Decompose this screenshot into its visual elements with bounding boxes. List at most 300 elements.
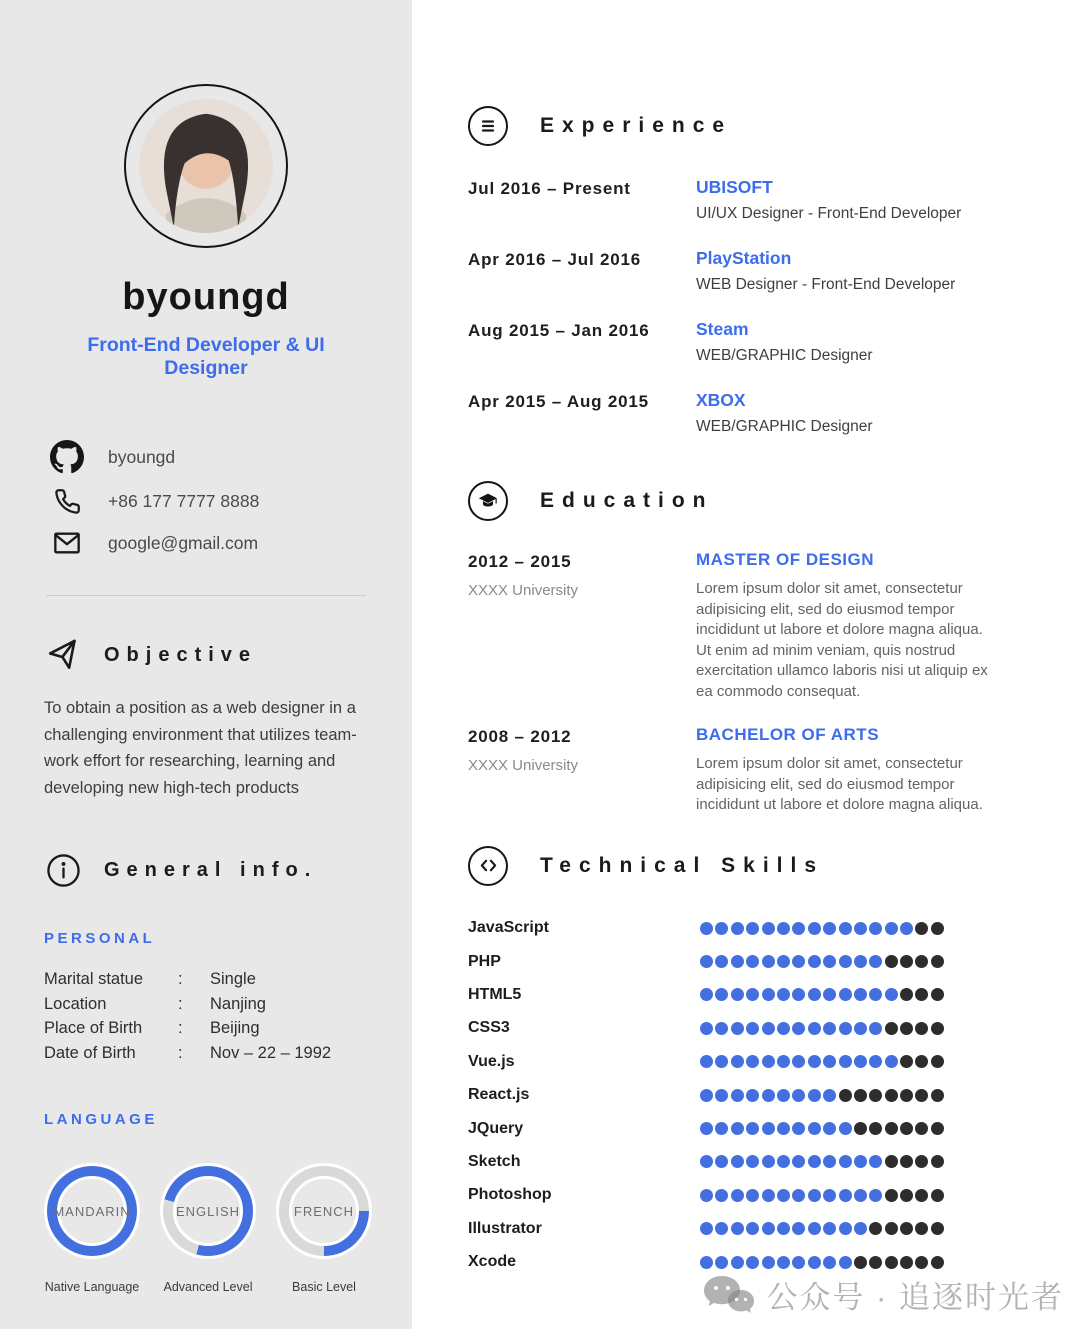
avatar-placeholder-image <box>139 99 273 233</box>
skill-dot <box>792 955 805 968</box>
info-row <box>44 1016 368 1041</box>
skill-dot <box>762 1055 775 1068</box>
skill-dot <box>885 1256 898 1269</box>
skill-dots <box>700 1055 944 1068</box>
skill-dot <box>869 1022 882 1035</box>
skill-dot <box>762 1022 775 1035</box>
skill-dot <box>762 1222 775 1235</box>
skill-dot <box>854 1122 867 1135</box>
skill-dot <box>715 1022 728 1035</box>
skill-dot <box>854 1089 867 1102</box>
skill-dot <box>808 1189 821 1202</box>
skill-dots <box>700 922 944 935</box>
skill-dot <box>900 1256 913 1269</box>
skill-dot <box>700 1022 713 1035</box>
skill-dot <box>808 1122 821 1135</box>
skill-dot <box>715 1122 728 1135</box>
education-heading-text: Education <box>540 489 714 512</box>
skill-dot <box>839 1189 852 1202</box>
profile-photo-frame <box>124 84 288 248</box>
skill-dot <box>731 1256 744 1269</box>
contact-block <box>44 440 368 557</box>
experience-item <box>468 318 1040 366</box>
objective-heading-text: Objective <box>104 644 258 666</box>
skill-dot <box>839 1022 852 1035</box>
skill-dot <box>839 1222 852 1235</box>
skill-dots <box>700 1022 944 1035</box>
education-description: Lorem ipsum dolor sit amet, consectetur adipisicing elit, sed do eiusmod tempor incididunt ut labore et dolore magna aliqua. Ut enim ad minim veniam, quis nostrud exercitation ullamco laboris nisi ut aliquip ex ea commodo consequat. <box>696 580 988 700</box>
skill-name: Vue.js <box>468 1052 515 1070</box>
skill-name: JQuery <box>468 1119 524 1137</box>
skill-dot <box>777 1155 790 1168</box>
experience-role: UI/UX Designer - Front-End Developer <box>696 205 962 222</box>
language-level-label: Basic Level <box>292 1280 356 1294</box>
skill-dot <box>915 1122 928 1135</box>
skill-dot <box>731 1155 744 1168</box>
skill-dot <box>869 1055 882 1068</box>
skill-dot <box>792 1256 805 1269</box>
info-separator: : <box>178 1043 183 1062</box>
skill-name: Illustrator <box>468 1219 542 1237</box>
skill-dot <box>885 955 898 968</box>
github-icon <box>48 440 86 474</box>
skill-dot <box>931 1222 944 1235</box>
skill-dot <box>900 1055 913 1068</box>
experience-heading-text: Experience <box>540 114 733 137</box>
skill-dot <box>792 1089 805 1102</box>
skill-dot <box>869 955 882 968</box>
skill-dot <box>715 1256 728 1269</box>
skill-dot <box>931 1022 944 1035</box>
experience-period: Aug 2015 – Jan 2016 <box>468 321 650 340</box>
skill-dot <box>700 1256 713 1269</box>
main-column <box>412 0 1080 1279</box>
language-progress-ring <box>279 1166 369 1256</box>
skill-dot <box>869 1222 882 1235</box>
skill-dot <box>885 1089 898 1102</box>
watermark-text: 公众号 · 追逐时光者 <box>766 1280 1064 1315</box>
skill-dots <box>700 988 944 1001</box>
language-rings <box>34 1166 382 1294</box>
skill-dot <box>915 1222 928 1235</box>
email-address: google@gmail.com <box>108 532 259 553</box>
skill-dot <box>792 1155 805 1168</box>
language-ring-column <box>34 1166 150 1294</box>
skill-dot <box>823 1055 836 1068</box>
skill-dot <box>792 1055 805 1068</box>
skill-dot <box>869 1155 882 1168</box>
skill-dot <box>777 1089 790 1102</box>
skill-dot <box>792 1122 805 1135</box>
info-row <box>44 967 368 992</box>
experience-detail <box>696 318 873 366</box>
skill-row <box>468 1145 1040 1178</box>
skill-dot <box>915 988 928 1001</box>
skill-dot <box>700 1055 713 1068</box>
skill-dot <box>762 1256 775 1269</box>
skill-dot <box>715 1155 728 1168</box>
skill-dot <box>854 1222 867 1235</box>
contact-github-row <box>48 440 368 474</box>
skill-name: CSS3 <box>468 1019 510 1037</box>
skill-dot <box>731 1089 744 1102</box>
skill-dot <box>746 1222 759 1235</box>
skill-dot <box>746 1189 759 1202</box>
skill-dot <box>746 1256 759 1269</box>
watermark <box>702 1272 1064 1317</box>
contact-phone-row <box>48 488 368 515</box>
info-label: Place of Birth <box>44 1019 143 1037</box>
skill-name: Sketch <box>468 1152 521 1170</box>
skill-dot <box>808 1055 821 1068</box>
info-value: Nov – 22 – 1992 <box>210 1043 332 1062</box>
education-school: XXXX University <box>468 582 579 599</box>
experience-company: PlayStation <box>696 248 792 268</box>
skill-dots <box>700 1122 944 1135</box>
skill-dot <box>792 1222 805 1235</box>
skill-dot <box>808 988 821 1001</box>
skill-dot <box>715 955 728 968</box>
skill-dots <box>700 955 944 968</box>
objective-heading <box>44 640 368 671</box>
skill-name: HTML5 <box>468 985 522 1003</box>
skill-dot <box>746 1022 759 1035</box>
skill-dot <box>792 1022 805 1035</box>
education-section <box>468 481 1040 816</box>
skill-dot <box>792 988 805 1001</box>
skill-dot <box>854 1155 867 1168</box>
skill-dot <box>931 988 944 1001</box>
skill-dot <box>777 955 790 968</box>
skill-dot <box>700 1122 713 1135</box>
skill-dot <box>839 1055 852 1068</box>
skill-dot <box>792 1189 805 1202</box>
skill-row <box>468 1012 1040 1045</box>
experience-item <box>468 389 1040 437</box>
skill-dot <box>900 1189 913 1202</box>
skill-dot <box>931 1055 944 1068</box>
skill-dot <box>808 1022 821 1035</box>
skill-dot <box>854 1256 867 1269</box>
personal-label: PERSONAL <box>44 930 156 947</box>
skill-dot <box>900 1089 913 1102</box>
skill-dot <box>900 1155 913 1168</box>
skill-dot <box>808 955 821 968</box>
skill-dot <box>854 922 867 935</box>
experience-detail <box>696 247 955 295</box>
language-ring-column <box>150 1166 266 1294</box>
skill-dot <box>885 1122 898 1135</box>
skill-dot <box>839 922 852 935</box>
skill-dot <box>762 988 775 1001</box>
language-name: FRENCH <box>289 1176 359 1246</box>
sidebar-divider <box>46 595 366 596</box>
code-brackets-icon <box>468 846 508 886</box>
skill-dot <box>931 955 944 968</box>
skill-dot <box>792 922 805 935</box>
info-value: Nanjing <box>210 994 266 1013</box>
skill-dot <box>808 922 821 935</box>
skill-dot <box>839 1089 852 1102</box>
skill-dot <box>900 1122 913 1135</box>
profile-job-title: Front-End Developer & UI Designer <box>87 334 325 379</box>
skill-dot <box>869 1256 882 1269</box>
skill-dot <box>731 1222 744 1235</box>
skill-dot <box>700 1089 713 1102</box>
skill-dot <box>823 1189 836 1202</box>
skill-dot <box>931 922 944 935</box>
skill-dot <box>731 1022 744 1035</box>
experience-role: WEB/GRAPHIC Designer <box>696 347 873 364</box>
skill-dot <box>823 1222 836 1235</box>
skill-dot <box>931 1189 944 1202</box>
skill-dot <box>915 955 928 968</box>
skill-dot <box>915 1256 928 1269</box>
skill-dot <box>762 1155 775 1168</box>
skill-dot <box>746 1089 759 1102</box>
experience-item <box>468 176 1040 224</box>
skill-dot <box>900 1022 913 1035</box>
skill-dot <box>900 988 913 1001</box>
experience-item <box>468 247 1040 295</box>
skill-dot <box>869 922 882 935</box>
skill-dot <box>746 1122 759 1135</box>
experience-list <box>468 176 1040 437</box>
skill-dot <box>885 1189 898 1202</box>
skill-dot <box>915 1022 928 1035</box>
wechat-icon <box>702 1274 754 1316</box>
skill-dot <box>715 922 728 935</box>
general-info-heading-text: General info. <box>104 859 318 881</box>
info-label: Location <box>44 994 107 1013</box>
skill-row <box>468 1078 1040 1111</box>
skills-list <box>468 912 1040 1279</box>
info-value: Beijing <box>210 1019 260 1037</box>
skill-dot <box>931 1256 944 1269</box>
skill-dot <box>900 922 913 935</box>
skill-name: Photoshop <box>468 1186 552 1204</box>
skill-dot <box>777 1022 790 1035</box>
contact-email-row <box>48 529 368 557</box>
phone-icon <box>48 488 86 515</box>
education-left <box>468 549 696 702</box>
skill-dot <box>854 1189 867 1202</box>
sidebar <box>0 0 412 1329</box>
general-info-heading <box>44 853 368 888</box>
skill-dot <box>931 1122 944 1135</box>
skill-dot <box>915 922 928 935</box>
experience-heading <box>468 106 1040 146</box>
skill-dot <box>777 1189 790 1202</box>
experience-period: Apr 2016 – Jul 2016 <box>468 250 642 269</box>
skill-dot <box>915 1189 928 1202</box>
skill-dot <box>700 1222 713 1235</box>
skill-dot <box>915 1089 928 1102</box>
skill-name: Xcode <box>468 1253 517 1271</box>
info-separator: : <box>178 970 183 988</box>
education-heading <box>468 481 1040 521</box>
info-separator: : <box>178 1019 183 1037</box>
skill-dot <box>885 1155 898 1168</box>
skill-row <box>468 1179 1040 1212</box>
skill-dot <box>808 1089 821 1102</box>
skill-dots <box>700 1155 944 1168</box>
skill-dot <box>715 1089 728 1102</box>
skill-dot <box>900 955 913 968</box>
skill-dot <box>746 1155 759 1168</box>
github-username: byoungd <box>108 446 176 467</box>
experience-period: Apr 2015 – Aug 2015 <box>468 392 649 411</box>
skill-dot <box>854 1055 867 1068</box>
skill-dot <box>823 1122 836 1135</box>
skill-dot <box>731 955 744 968</box>
skill-dot <box>885 1022 898 1035</box>
experience-period: Jul 2016 – Present <box>468 179 631 198</box>
skill-dot <box>854 1022 867 1035</box>
skill-dots <box>700 1222 944 1235</box>
skill-dot <box>777 1256 790 1269</box>
education-item <box>468 724 1040 816</box>
skill-dot <box>731 922 744 935</box>
list-lines-icon <box>468 106 508 146</box>
skill-dot <box>715 1055 728 1068</box>
skill-dot <box>700 988 713 1001</box>
skill-dot <box>777 1055 790 1068</box>
skill-dot <box>700 1189 713 1202</box>
experience-role: WEB/GRAPHIC Designer <box>696 418 873 435</box>
education-detail <box>696 724 996 816</box>
skill-dot <box>715 988 728 1001</box>
skill-name: JavaScript <box>468 919 549 937</box>
language-label: LANGUAGE <box>44 1111 158 1128</box>
skill-dot <box>854 955 867 968</box>
skill-row <box>468 912 1040 945</box>
skill-dot <box>869 1089 882 1102</box>
skill-dot <box>731 988 744 1001</box>
skill-dot <box>885 922 898 935</box>
skill-dots <box>700 1089 944 1102</box>
skill-dot <box>731 1122 744 1135</box>
skill-dot <box>839 1122 852 1135</box>
skill-dot <box>823 988 836 1001</box>
personal-info-rows <box>44 967 368 1065</box>
skill-dot <box>823 1256 836 1269</box>
skill-dot <box>915 1155 928 1168</box>
education-list <box>468 549 1040 816</box>
skill-dot <box>885 1055 898 1068</box>
education-period: 2008 – 2012 <box>468 727 572 746</box>
objective-text: To obtain a position as a web designer in a challenging environment that utilizes team-work effort for researching, learning and developing new high-tech products <box>44 699 357 797</box>
language-ring-column <box>266 1166 382 1294</box>
skill-dot <box>823 922 836 935</box>
profile-name: byoungd <box>122 276 290 318</box>
language-level-label: Native Language <box>44 1280 140 1294</box>
education-item <box>468 549 1040 702</box>
skill-name: PHP <box>468 952 501 970</box>
experience-company: Steam <box>696 319 749 339</box>
skill-dot <box>854 988 867 1001</box>
skill-dot <box>777 922 790 935</box>
skill-dot <box>715 1189 728 1202</box>
experience-detail <box>696 389 873 437</box>
skill-dot <box>931 1089 944 1102</box>
skill-dot <box>900 1222 913 1235</box>
skill-dot <box>808 1256 821 1269</box>
skills-heading <box>468 846 1040 886</box>
skill-dot <box>746 955 759 968</box>
skill-dot <box>746 988 759 1001</box>
experience-company: XBOX <box>696 390 746 410</box>
skill-row <box>468 945 1040 978</box>
skill-dot <box>777 1222 790 1235</box>
experience-detail <box>696 176 961 224</box>
skill-dot <box>869 1189 882 1202</box>
skill-dot <box>700 955 713 968</box>
skill-dot <box>839 955 852 968</box>
skill-dot <box>808 1222 821 1235</box>
info-icon <box>44 853 82 888</box>
language-progress-ring <box>163 1166 253 1256</box>
skill-dot <box>915 1055 928 1068</box>
experience-company: UBISOFT <box>696 177 773 197</box>
skill-row <box>468 978 1040 1011</box>
skill-row <box>468 1045 1040 1078</box>
language-progress-ring <box>47 1166 137 1256</box>
info-label: Date of Birth <box>44 1043 136 1062</box>
skills-section <box>468 846 1040 1279</box>
paper-plane-icon <box>44 640 82 671</box>
skill-dot <box>808 1155 821 1168</box>
skill-dot <box>746 1055 759 1068</box>
avatar <box>139 99 273 233</box>
skill-dot <box>823 1022 836 1035</box>
skill-dot <box>885 1222 898 1235</box>
education-detail <box>696 549 996 702</box>
education-description: Lorem ipsum dolor sit amet, consectetur adipisicing elit, sed do eiusmod tempor incididunt ut labore et dolore magna aliqua. <box>696 755 983 813</box>
info-row <box>44 1041 368 1066</box>
education-degree: BACHELOR OF ARTS <box>696 725 880 744</box>
skill-dot <box>823 1089 836 1102</box>
language-name: ENGLISH <box>173 1176 243 1246</box>
skill-dot <box>869 1122 882 1135</box>
education-period: 2012 – 2015 <box>468 552 572 571</box>
graduation-cap-icon <box>468 481 508 521</box>
skill-dot <box>869 988 882 1001</box>
skill-dot <box>731 1055 744 1068</box>
info-value: Single <box>210 970 256 988</box>
skill-dots <box>700 1256 944 1269</box>
skill-dot <box>731 1189 744 1202</box>
language-level-label: Advanced Level <box>163 1280 253 1294</box>
skill-dots <box>700 1189 944 1202</box>
education-degree: MASTER OF DESIGN <box>696 550 875 569</box>
skill-dot <box>715 1222 728 1235</box>
info-label: Marital statue <box>44 970 144 988</box>
skill-row <box>468 1112 1040 1145</box>
mail-icon <box>48 529 86 557</box>
language-name: MANDARIN <box>57 1176 127 1246</box>
skill-row <box>468 1212 1040 1245</box>
info-row <box>44 992 368 1017</box>
skill-dot <box>762 1189 775 1202</box>
phone-number: +86 177 7777 8888 <box>108 491 260 511</box>
skill-dot <box>700 922 713 935</box>
skills-heading-text: Technical Skills <box>540 853 825 877</box>
education-left <box>468 724 696 816</box>
experience-role: WEB Designer - Front-End Developer <box>696 276 956 293</box>
skill-dot <box>777 1122 790 1135</box>
skill-dot <box>823 1155 836 1168</box>
